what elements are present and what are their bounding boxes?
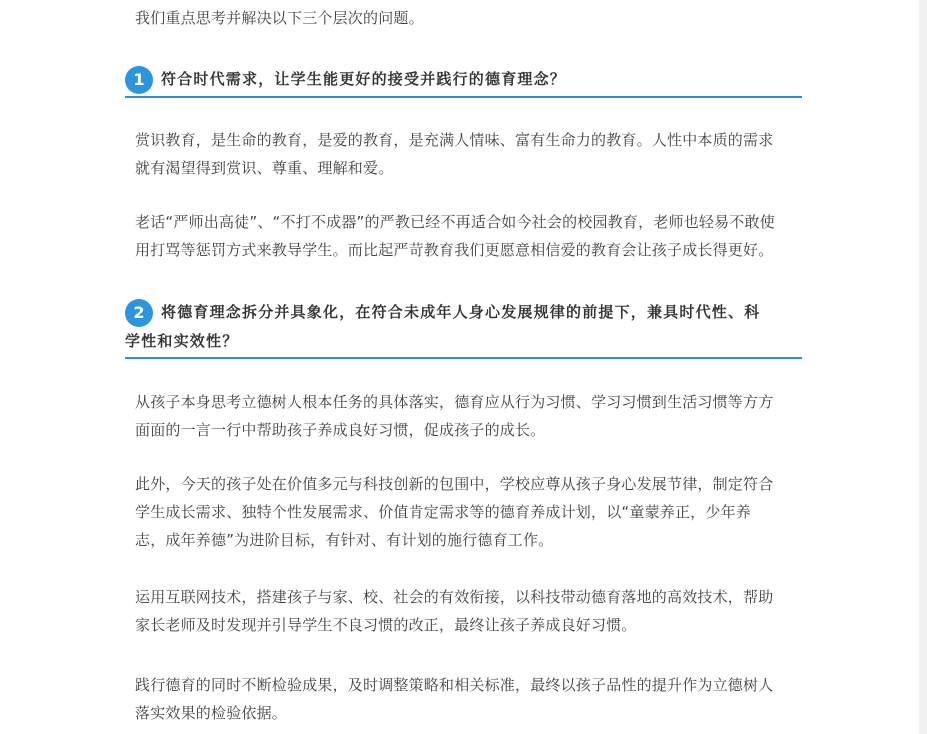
paragraph-result-verification	[125, 671, 773, 727]
section-title: 符合时代需求，让学生能更好的接受并践行的德育理念？	[161, 70, 567, 88]
section-title-line: 学性和实效性？	[125, 332, 239, 350]
paragraph-line: 家长老师及时发现并引导学生不良习惯的改正，最终让孩子养成良好习惯。	[135, 616, 637, 634]
paragraph-line: 落实效果的检验依据。	[135, 704, 288, 722]
paragraph-line: 运用互联网技术，搭建孩子与家、校、社会的有效衔接，以科技带动德育落地的高效技术，帮助	[135, 588, 774, 606]
scrollbar-track[interactable]	[919, 0, 927, 734]
paragraph-line: 就有渴望得到赏识、尊重、理解和爱。	[135, 159, 394, 177]
paragraph-appreciation-education	[125, 126, 773, 182]
paragraph-line: 此外，今天的孩子处在价值多元与科技创新的包围中，学校应尊从孩子身心发展节律，制定符合	[135, 475, 774, 493]
paragraph-line: 志，成年养德”为进阶目标，有针对、有计划的施行德育工作。	[135, 531, 554, 549]
paragraph-line: 学生成长需求、独特个性发展需求、价值肯定需求等的德育养成计划，以“童蒙养正，少年养	[135, 503, 751, 521]
paragraph-line: 用打骂等惩罚方式来教导学生。而比起严苛教育我们更愿意相信爱的教育会让孩子成长得更好。	[135, 241, 774, 259]
paragraph-line: 践行德育的同时不断检验成果，及时调整策略和相关标准，最终以孩子品性的提升作为立德树人	[135, 676, 774, 694]
section-number-badge: 1	[125, 66, 153, 94]
paragraph-line: 赏识教育，是生命的教育，是爱的教育，是充满人情味、富有生命力的教育。人性中本质的需求	[135, 131, 774, 149]
paragraph-internet-technology	[125, 583, 773, 639]
section-title-line: 将德育理念拆分并具象化，在符合未成年人身心发展规律的前提下，兼具时代性、科	[161, 303, 761, 321]
paragraph-development-plan	[125, 470, 773, 554]
section-heading-2	[125, 298, 802, 359]
section-heading-1	[125, 64, 802, 98]
section-number-badge: 2	[125, 299, 153, 327]
paragraph-strict-education	[125, 208, 775, 264]
paragraph-line: 面面的一言一行中帮助孩子养成良好习惯，促成孩子的成长。	[135, 421, 546, 439]
section-title	[125, 298, 802, 356]
paragraph-line: 老话“严师出高徒”、“不打不成器”的严教已经不再适合如今社会的校园教育，老师也轻易不敢使	[135, 213, 775, 231]
intro-paragraph: 我们重点思考并解决以下三个层次的问题。	[135, 9, 424, 27]
paragraph-child-habits	[125, 388, 773, 444]
paragraph-line: 从孩子本身思考立德树人根本任务的具体落实，德育应从行为习惯、学习习惯到生活习惯等方方	[135, 393, 774, 411]
